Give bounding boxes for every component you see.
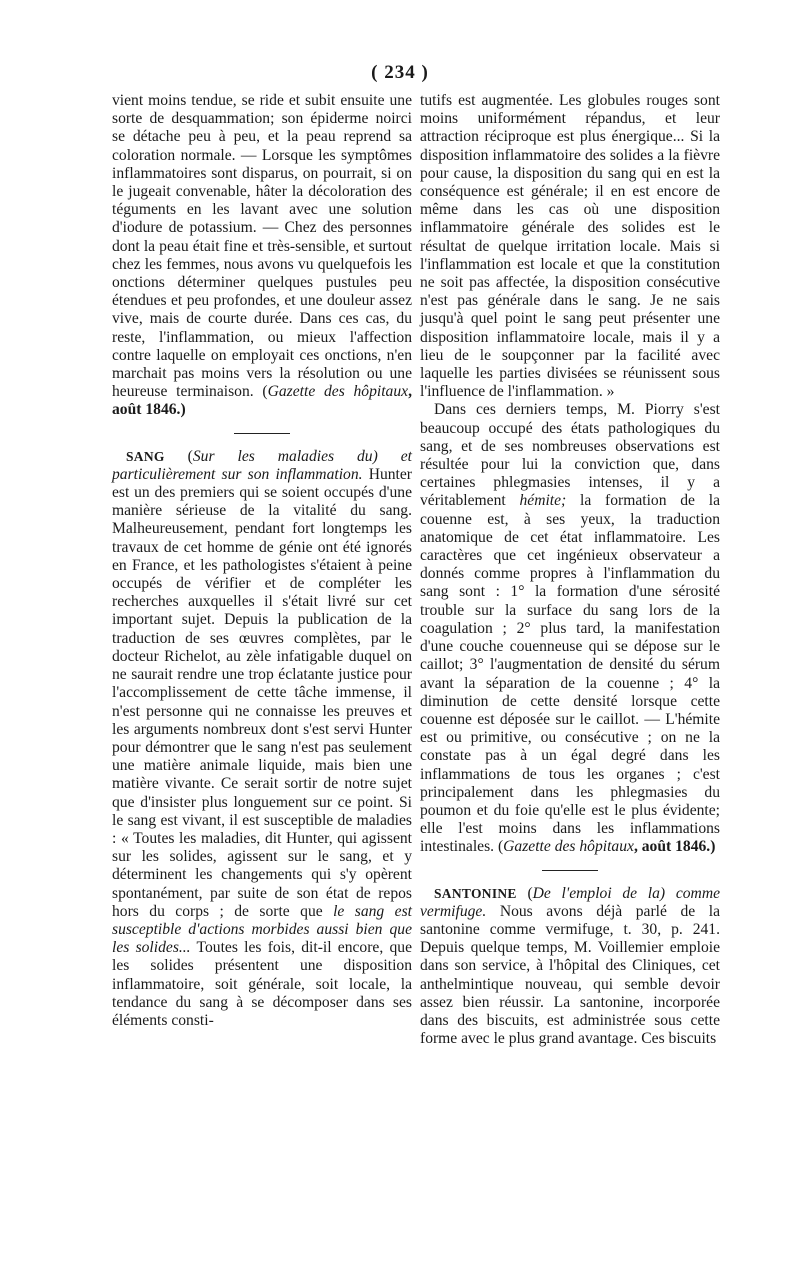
section-separator — [542, 870, 598, 871]
article-santonine-heading: SANTONINE — [434, 885, 517, 901]
left-column — [112, 92, 412, 1030]
right-paragraph-piorry — [420, 401, 720, 856]
left-paragraph-continuation — [112, 92, 412, 420]
right-column — [420, 92, 720, 1048]
article-sang-open: ( — [164, 447, 193, 465]
left-para1-text: vient moins tendue, se ride et subit ensuite une sorte de desquammation; son épiderme noirci se détache peu à peu, et la peau reprend sa coloration normale. — Lorsque les symptômes inflammatoires sont disparus, on pourrait, si on le jugeait convenable, hâter la décoloration des téguments en les lavant avec une solution d'iodure de potassium. — Chez des personnes dont la peau était fine et très-sensible, et surtout chez les femmes, nous avons vu quelquefois les onctions déterminer quelques pustules peu étendues et peu profondes, et une douleur assez vive, mais de courte durée. Dans ces cas, du reste, l'inflammation, ou mieux l'affection contre laquelle on employait ces onctions, n'en marchait pas moins vers la résolution ou une heureuse terminaison. ( — [112, 92, 412, 401]
right-para1-text: tutifs est augmentée. Les globules rouges sont moins uniformément répandus, et leur attraction réciproque est plus énergique... Si la disposition inflammatoire des solides a la fièvre pour cause, la disposition du sang qui en est la conséquence est générale; il en est encore de même dans les cas où une disposition inflammatoire générale des solides est le résultat de quelque irritation locale. Mais si l'inflammation est locale et que la constitution ne soit pas affectée, la disposition consécutive n'est pas générale dans le sang. Je ne sais jusqu'à quel point le sang peut présenter une disposition inflammatoire locale, mais il y a lieu de le soupçonner par la facilité avec laquelle les parties divisées se réunissent sous l'influence de l'inflammation. » — [420, 92, 720, 401]
article-santonine-title: De l'emploi de la) comme vermifuge. — [420, 884, 721, 920]
left-para1-date: , août 1846.) — [112, 383, 412, 419]
article-santonine-body: Nous avons déjà parlé de la santonine comme vermifuge, t. 30, p. 241. Depuis quelque temps, M. Voillemier emploie dans son service, à l'hôpital des Cliniques, cet anthelmintique nouveau, qui semble devoir assez bien réussir. La santonine, incorporée dans des biscuits, est administrée sous cette forme avec le plus grand avantage. Ces biscuits — [420, 902, 720, 1048]
article-sang-title: Sur les maladies du) et particulièrement sur son inflammation. — [112, 447, 412, 483]
right-para2-text-b: la formation de la couenne est, à ses yeux, la traduction anatomique de cet état inflammatoire. Les caractères que cet ingénieux observateur a donnés comme propres à l'inflammation du sang sont : 1° la formation d'une sérosité trouble sur la surface du sang lors de la coagulation ; 2° plus tard, la manifestation d'une couche couenneuse qui se dépose sur le caillot; 3° l'augmentation de densité du sérum avant la séparation de la couenne ; 4° la diminution de cette densité lorsque cette couenne est déposée sur le caillot. — L'hémite est ou primitive, ou consécutive ; on ne la constate pas à un égal degré dans les inflammations de tous les organes ; c'est principalement dans les phlegmasies du poumon et du foie qu'elle est le plus évidente; elle l'est moins dans les inflammations intestinales. ( — [420, 492, 720, 856]
right-para2-date: , août 1846.) — [633, 838, 716, 856]
article-sang-body-1: Hunter est un des premiers qui se soient occupés d'une manière sérieuse de la vitalité du sang. Malheureusement, pendant fort longtemps les travaux de cet homme de génie ont été ignorés en France, et les pathologistes s'étaient à peine occupés de vérifier et de compléter les recherches auxquelles il s'était livré sur cet important sujet. Depuis la publication de la traduction de ses œuvres complètes, par le docteur Richelot, au zèle infatigable duquel on ne saurait rendre une trop éclatante justice pour l'accomplissement de cette tâche immense, il n'est personne qui ne connaisse les preuves et les arguments nombreux dont s'est servi Hunter pour démontrer que le sang n'est pas seulement une matière animale liquide, mais bien une matière vivante. Ce serait sortir de notre sujet que d'insister plus longuement sur ce point. Si le sang est vivant, il est susceptible de maladies : « Toutes les maladies, dit Hunter, qui agissent sur les solides, agissent sur le sang, et y déterminent les changements qui s'y opèrent spontanément, par suite de son état de repos hors du corps ; de sorte que — [112, 465, 413, 920]
article-santonine-open: ( — [516, 884, 533, 902]
right-paragraph-continuation — [420, 92, 720, 401]
article-sang-italic-quote: le sang est susceptible d'actions morbides aussi bien que les solides... — [112, 902, 412, 957]
section-separator — [234, 433, 290, 434]
right-para2-hemite: hémite; — [519, 492, 567, 510]
right-para2-source: Gazette des hôpitaux — [503, 838, 634, 856]
left-para1-source: Gazette des hôpitaux — [267, 383, 409, 401]
article-sang-heading: SANG — [126, 448, 165, 464]
article-sang — [112, 448, 412, 1031]
page-number: ( 234 ) — [371, 62, 429, 83]
right-para2-text-a: Dans ces derniers temps, M. Piorry s'est beaucoup occupé des états pathologiques du sang, et de ses nombreuses observations est résultée pour lui la conviction que, dans certaines phlegmasies intenses, il y a véritablement — [420, 401, 720, 510]
article-sang-body-2: Toutes les fois, dit-il encore, que les solides présentent une disposition inflammatoire, soit générale, soit locale, la tendance du sang à se décomposer dans ses éléments consti- — [112, 939, 412, 1029]
article-santonine — [420, 885, 720, 1049]
